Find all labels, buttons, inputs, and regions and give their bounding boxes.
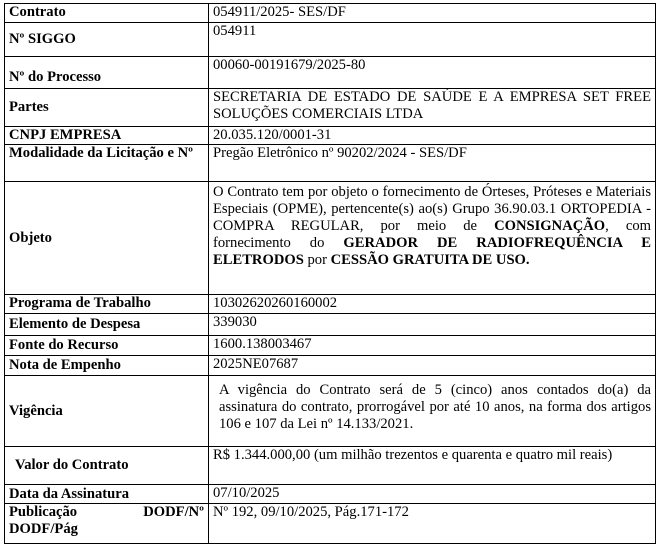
table-row [5,182,656,295]
objeto-bold-gerador: GERADOR DE RADIOFREQUÊNCIA E ELETRODOS [213,235,651,268]
label-programa: Programa de Trabalho [5,295,209,314]
label-vigencia: Vigência [5,376,209,447]
value-objeto [209,182,656,295]
table-row [5,57,656,89]
value-nota: 2025NE07687 [209,356,656,376]
label-processo: Nº do Processo [5,57,209,89]
label-elemento: Elemento de Despesa [5,314,209,336]
table-row [5,145,656,182]
table-row [5,314,656,336]
value-data: 07/10/2025 [209,485,656,504]
table-row [5,356,656,376]
contract-summary-table [4,3,656,544]
label-publicacao: Publicação DODF/Nº DODF/Pág [5,504,209,544]
table-row [5,127,656,145]
table-row [5,295,656,314]
table-row [5,376,656,447]
table-row [5,447,656,485]
value-partes: SECRETARIA DE ESTADO DE SAÚDE E A EMPRESA SET FREE SOLUÇÕES COMERCIAIS LTDA [209,89,656,127]
label-fonte: Fonte do Recurso [5,336,209,356]
label-data: Data da Assinatura [5,485,209,504]
table-row [5,89,656,127]
value-vigencia-cell [209,376,656,447]
objeto-text-3: por [303,252,331,268]
table-row [5,504,656,544]
label-objeto: Objeto [5,182,209,295]
value-contrato: 054911/2025- SES/DF [209,4,656,23]
value-processo: 00060-00191679/2025-80 [209,57,656,89]
label-nota: Nota de Empenho [5,356,209,376]
objeto-bold-cessao: CESSÃO GRATUITA DE USO. [330,252,530,268]
value-modalidade: Pregão Eletrônico nº 90202/2024 - SES/DF [209,145,656,182]
label-modalidade: Modalidade da Licitação e Nº [5,145,209,182]
label-valor: Valor do Contrato [5,447,209,485]
value-cnpj: 20.035.120/0001-31 [209,127,656,145]
objeto-bold-consignacao: CONSIGNAÇÃO [494,218,606,234]
table-row [5,23,656,57]
value-fonte: 1600.138003467 [209,336,656,356]
value-siggo: 054911 [209,23,656,57]
table-row [5,4,656,23]
label-siggo: Nº SIGGO [5,23,209,57]
objeto-text-1: O Contrato tem por objeto o fornecimento de Órteses, Próteses e Materiais Especiais (OPME), pertencente(s) ao(s) Grupo 36.90.03.1 ORTOPEDIA - COMPRA REGULAR, por meio de [213,184,651,234]
objeto-text-2: , com fornecimento do [213,218,651,251]
table-row [5,336,656,356]
value-programa: 10302620260160002 [209,295,656,314]
value-elemento: 339030 [209,314,656,336]
table-row [5,485,656,504]
value-publicacao: Nº 192, 09/10/2025, Pág.171-172 [209,504,656,544]
label-cnpj: CNPJ EMPRESA [5,127,209,145]
value-vigencia: A vigência do Contrato será de 5 (cinco) anos contados do(a) da assinatura do contrato, prorrogável por até 10 anos, na forma dos artigos 106 e 107 da Lei nº 14.133/2021. [219,382,651,432]
label-contrato: Contrato [5,4,209,23]
value-valor: R$ 1.344.000,00 (um milhão trezentos e quarenta e quatro mil reais) [209,447,656,485]
label-partes: Partes [5,89,209,127]
